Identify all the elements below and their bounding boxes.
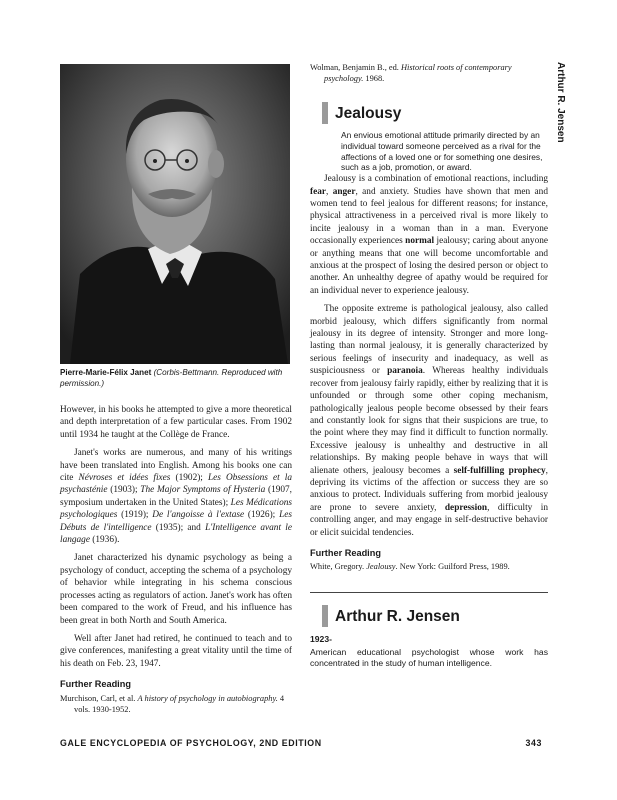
janet-paragraph-3: Janet characterized his dynamic psychology as being a psychology of conduct, accepting the schema of a psychology of behavior while integrating in his schema conscious processes acting as regulators of action. Janet's work has often been compared to the work of Freud, and his influence has been great in both North and South America.	[60, 553, 292, 626]
text-run: Jealousy is a combination of emotional reactions, including	[324, 174, 548, 185]
caption-credit: (Corbis-Bettmann. Reproduced with permission.)	[60, 368, 283, 388]
janet-paragraph-1: However, in his books he attempted to give a more theoretical and depth interpretation of a few particular cases. From 1902 until 1934 he taught at the Collège de France.	[60, 405, 292, 440]
jensen-description: American educational psychologist whose work has concentrated in the study of human intelligence.	[310, 646, 548, 668]
page-footer	[60, 738, 542, 748]
page-number: 343	[525, 738, 542, 748]
text-run: ,	[326, 186, 333, 197]
footer-publication: GALE ENCYCLOPEDIA OF PSYCHOLOGY, 2ND EDITION	[60, 738, 322, 748]
jealousy-title: Jealousy	[335, 105, 402, 122]
key-term: normal	[405, 236, 435, 247]
photo-caption	[60, 368, 300, 389]
book-title: L'Intelligence avant le langage	[60, 522, 292, 546]
heading-bar	[322, 605, 328, 627]
janet-paragraph-2	[60, 447, 292, 546]
text-run: Janet's works are numerous, and many of his writings have been translated into English. Among his books one can cite	[60, 448, 292, 484]
entry-divider	[310, 592, 548, 593]
reference-entry	[60, 693, 292, 715]
reference-entry	[310, 62, 548, 84]
further-reading-heading: Further Reading	[60, 679, 131, 690]
further-reading-heading: Further Reading	[310, 547, 381, 558]
text-run: (1907, symposium undertaken in the United States);	[60, 485, 292, 508]
ref-author: White, Gregory.	[310, 562, 367, 572]
ref-details: 1968.	[363, 74, 385, 83]
heading-bar	[322, 102, 328, 124]
text-run: . Whereas healthy individuals recover from jealousy fairly rapidly, either by realizing that it is unfounded or through some other coping mechanism, pathologically jealous people become obsessed by their fears and constantly look for signs that their suspicions are true, to the point where they may find it difficult to function normally. Excessive jealousy is unhealthy and destructive in all relationships. By making people behave in ways that will alienate others, jealousy becomes a	[310, 366, 548, 476]
ref-title: Historical roots of contemporary psychology.	[324, 63, 512, 83]
text-run: The opposite extreme is pathological jealousy, also called morbid jealousy, which differs significantly from normal jealousy in its degree of intensity. Stronger and more long-lasting than normal jealousy, it is generally characterized by serious feelings of insecurity and inadequacy, as well as suspiciousness or	[310, 304, 548, 377]
text-run: (1903);	[107, 485, 141, 496]
ref-author: Wolman, Benjamin B., ed.	[310, 63, 401, 72]
text-run: , depriving its victims of the affection or success they are so anxious to protect. Individuals suffering from morbid jealousy are prone to severe anxiety,	[310, 465, 548, 513]
text-run: (1936).	[89, 535, 120, 546]
jealousy-definition: An envious emotional attitude primarily directed by an individual toward someone perceived as a rival for the affections of a loved one or for something one desires, such as a job, promotion, or award.	[341, 130, 543, 173]
ref-title: A history of psychology in autobiography.	[137, 693, 278, 703]
ref-details: 4 vols. 1930-1952.	[74, 693, 285, 714]
key-term: depression	[444, 502, 488, 513]
jensen-entry-heading	[310, 605, 548, 627]
key-term: self-fulfilling prophecy	[453, 465, 546, 476]
portrait-photo	[60, 64, 290, 364]
janet-paragraph-4: Well after Janet had retired, he continued to teach and to give conferences, manifesting a great vitality until the time of his death on Feb. 23, 1947.	[60, 633, 292, 669]
portrait-photo-icon	[60, 64, 290, 364]
reference-entry	[310, 561, 548, 572]
text-run: (1902);	[170, 473, 208, 484]
right-column	[310, 62, 548, 669]
key-term: paranoia	[387, 366, 423, 377]
running-head-text: Arthur R. Jensen	[555, 62, 566, 143]
book-title: Les Obsessions et la psychasténie	[60, 473, 292, 496]
key-term: anger	[332, 186, 356, 197]
text-run: jealousy; caring about anyone or anything means that one will become uncomfortable and anxious at the prospect of losing the desired person or object to another. An unhealthy degree of apathy would be required for an individual never to experience jealousy.	[310, 236, 548, 296]
key-term: fear	[310, 186, 326, 197]
text-run: (1919);	[117, 510, 153, 521]
text-run: , difficulty in controlling anger, and may engage in self-destructive behavior or elicit suicidal tendencies.	[310, 502, 548, 538]
left-column	[60, 404, 292, 715]
book-title: Névroses et idées fixes	[78, 473, 171, 484]
book-title: De l'angoisse à l'extase	[152, 510, 245, 521]
book-title: Les Débuts de l'intelligence	[60, 510, 292, 533]
jensen-title: Arthur R. Jensen	[335, 608, 460, 626]
running-head	[552, 62, 566, 192]
book-title: Les Médications psychologiques	[60, 497, 292, 521]
jealousy-entry-heading	[310, 102, 548, 124]
text-run: (1935); and	[151, 522, 206, 533]
text-run: (1926);	[244, 510, 280, 521]
jensen-years: 1923-	[310, 634, 332, 645]
ref-title: Jealousy	[366, 562, 396, 572]
caption-name: Pierre-Marie-Félix Janet	[60, 368, 152, 377]
jealousy-paragraph-1	[310, 173, 548, 297]
ref-details: . New York: Guilford Press, 1989.	[395, 562, 510, 572]
ref-author: Murchison, Carl, et al.	[60, 693, 138, 703]
jealousy-paragraph-2	[310, 303, 548, 539]
text-run: , and anxiety. Studies have shown that men and women tend to feel jealous for different reasons; for instance, physical attractiveness in a perceived rival is more likely to incite jealousy in a woman than in a man. Everyone occasionally experiences	[310, 186, 548, 247]
book-title: The Major Symptoms of Hysteria	[140, 485, 266, 496]
